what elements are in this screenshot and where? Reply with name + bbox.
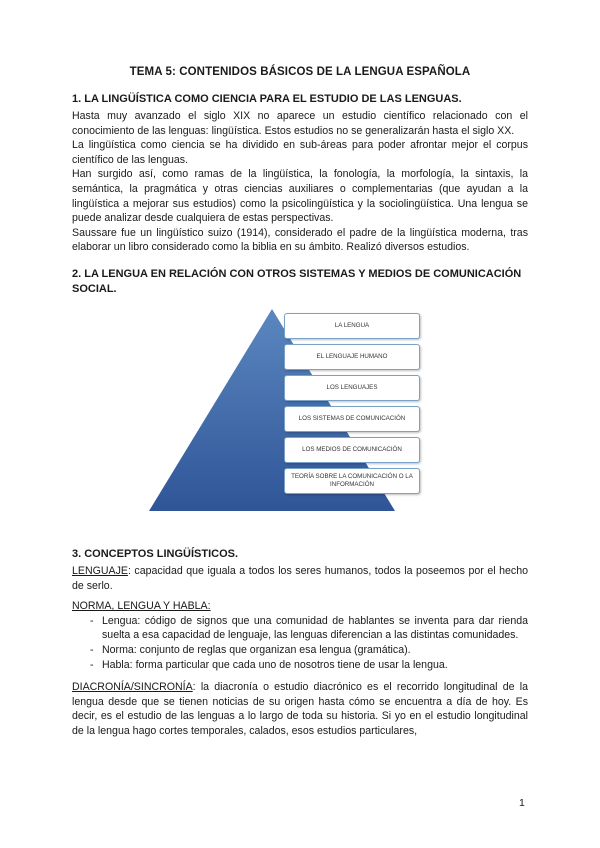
diacronia-text: : la diacronía o estudio diacrónico es el recorrido longitudinal de la lengua desde que se tienen noticias de su origen hasta cómo se encuentra a día de hoy. Es decir, es el estudio de las lenguas a lo largo de toda su historia. Si yo en el estudio longitudinal de la lengua hago cortes temporales, calados, esos estudios particulares, [72, 681, 528, 737]
document-title: TEMA 5: CONTENIDOS BÁSICOS DE LA LENGUA ESPAÑOLA [129, 66, 471, 78]
section-3-heading: 3. CONCEPTOS LINGÜÍSTICOS. [72, 547, 239, 560]
list-item: - Habla: forma particular que cada uno de nosotros tiene de usar la lengua. [92, 658, 528, 673]
pyramid-level: LA LENGUA [284, 313, 420, 339]
section-1-heading: 1. LA LINGÜÍSTICA COMO CIENCIA PARA EL ESTUDIO DE LAS LENGUAS. [72, 93, 462, 105]
section-1 [72, 92, 528, 255]
list-item: - Norma: conjunto de reglas que organizan esa lengua (gramática). [92, 643, 528, 658]
norma-label: NORMA, LENGUA Y HABLA: [72, 600, 211, 613]
section-3 [72, 547, 528, 739]
pyramid-level: LOS MEDIOS DE COMUNICACIÓN [284, 437, 420, 463]
pyramid-level: EL LENGUAJE HUMANO [284, 344, 420, 370]
diacronia-definition [72, 680, 528, 738]
norma-list [72, 614, 528, 672]
page-number: 1 [519, 797, 525, 809]
lenguaje-term: LENGUAJE [72, 564, 128, 577]
section-1-paragraph: La lingüística como ciencia se ha dividido en sub-áreas para poder afrontar mejor el corpus científico de las lenguas. [72, 139, 528, 166]
list-item: - Lengua: código de signos que una comunidad de hablantes se inventa para dar rienda suelta a esa capacidad de lenguaje, las lenguas diferencian a las distintas comunidades. [92, 614, 528, 643]
section-1-paragraph: Saussare fue un lingüístico suizo (1914), considerado el padre de la lingüística moderna, tras elaborar un libro considerado como la biblia en su ámbito. Realizó diversos estudios. [72, 226, 528, 254]
section-1-paragraph: Han surgido así, como ramas de la lingüística, la fonología, la morfología, la sintaxis, la semántica, la pragmática y otras ciencias auxiliares o complementarias (que ayudan a la lingüística a mejorar sus estudios) como la psicolingüística y la sociolingüística. Una lengua se puede analizar desde cualquiera de estas perspectivas. [72, 168, 528, 225]
pyramid-level: LOS SISTEMAS DE COMUNICACIÓN [284, 406, 420, 432]
section-2 [72, 267, 528, 529]
pyramid-diagram [72, 301, 528, 529]
lenguaje-text: : capacidad que iguala a todos los seres humanos, todos la poseemos por el hecho de serlo. [72, 564, 528, 592]
pyramid-level: LOS LENGUAJES [284, 375, 420, 401]
section-1-paragraph: Hasta muy avanzado el siglo XIX no aparece un estudio científico relacionado con el conocimiento de las lenguas: lingüística. Estos estudios no se generalizarán hasta el siglo XX. [72, 110, 528, 137]
document-page [72, 66, 528, 738]
pyramid-level: TEORÍA SOBRE LA COMUNICACIÓN O LA INFORMACIÓN [284, 468, 420, 494]
section-2-heading: 2. LA LENGUA EN RELACIÓN CON OTROS SISTEMAS Y MEDIOS DE COMUNICACIÓN SOCIAL. [72, 267, 522, 295]
diacronia-term: DIACRONÍA/SINCRONÍA [72, 681, 193, 694]
lenguaje-definition [72, 564, 528, 593]
